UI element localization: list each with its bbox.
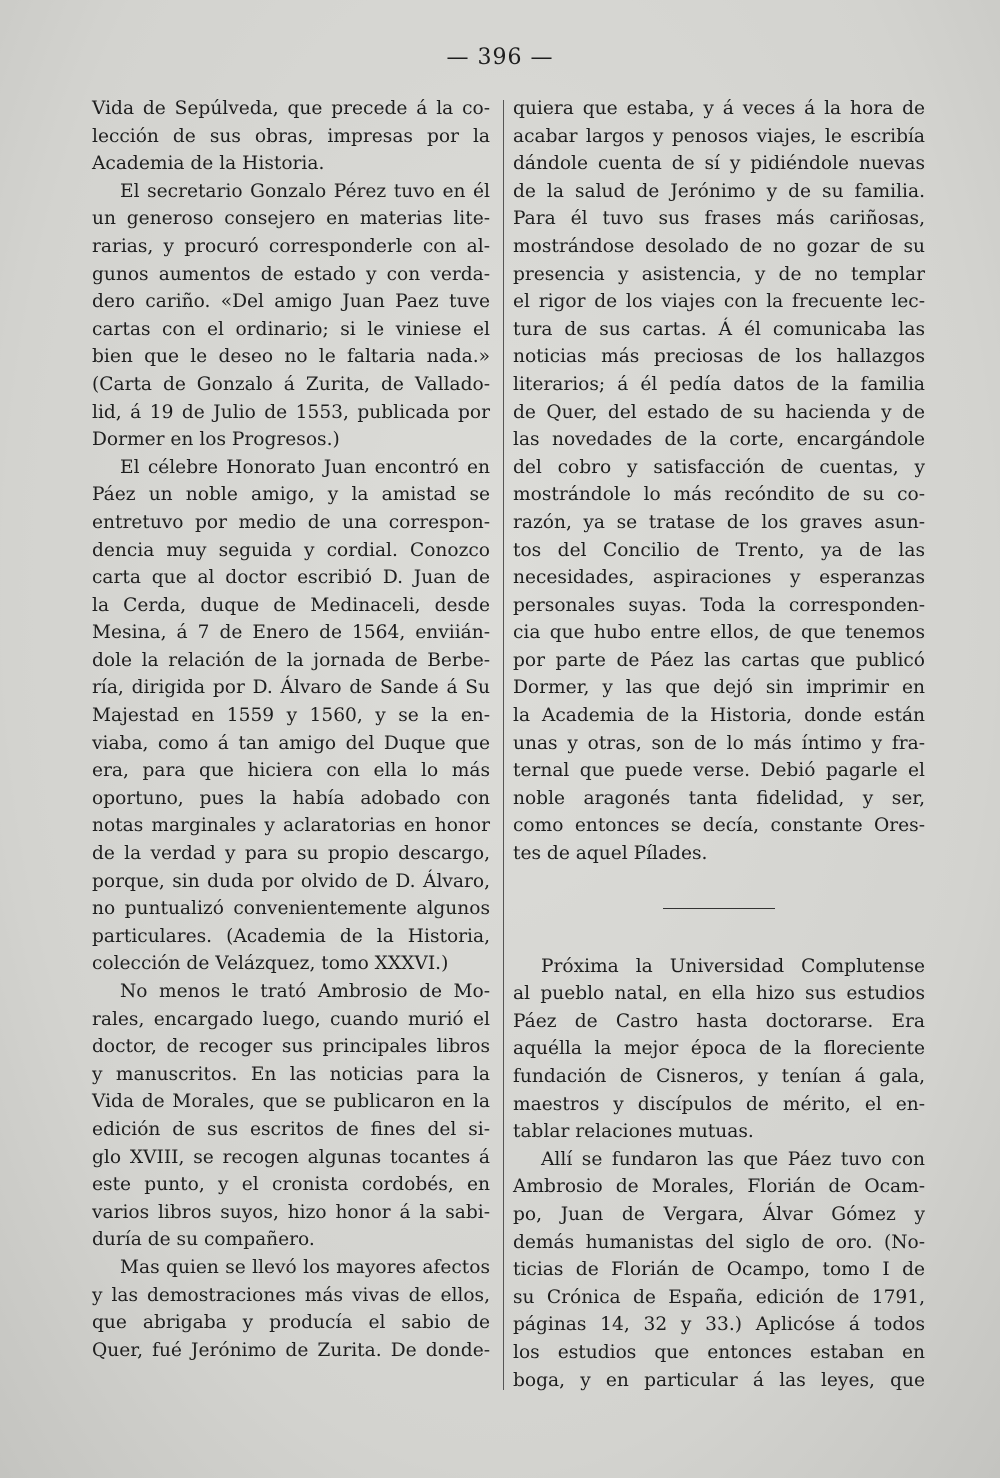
- text-line: Para él tuvo sus frases más cariñosas,: [513, 208, 925, 230]
- text-line: de la verdad y para su propio descargo,: [92, 843, 490, 865]
- text-line: mostrándole lo más recóndito de su co-: [513, 484, 925, 506]
- text-line: doctor, de recoger sus principales libros: [92, 1036, 490, 1058]
- text-line: Majestad en 1559 y 1560, y se la en-: [92, 705, 490, 727]
- column-divider: [503, 100, 504, 1390]
- text-line: dencia muy seguida y cordial. Conozco: [92, 539, 490, 561]
- text-line: del cobro y satisfacción de cuentas, y: [513, 456, 925, 478]
- text-line: boga, y en particular á las leyes, que: [513, 1369, 925, 1391]
- text-line: y manuscritos. En las noticias para la: [92, 1063, 490, 1085]
- text-line: tes de aquel Pílades.: [513, 843, 708, 865]
- text-line: era, para que hiciera con ella lo más: [92, 760, 490, 782]
- text-line: necesidades, aspiraciones y esperanzas: [513, 567, 925, 589]
- text-line: demás humanistas del siglo de oro. (No-: [513, 1231, 925, 1253]
- text-line: duría de su compañero.: [92, 1229, 315, 1251]
- text-line: razón, ya se tratase de los graves asun-: [513, 511, 925, 533]
- text-line: carta que al doctor escribió D. Juan de: [92, 567, 490, 589]
- text-line: de la salud de Jerónimo y de su familia.: [513, 180, 925, 202]
- text-line: viaba, como á tan amigo del Duque que: [92, 732, 490, 754]
- text-line: fundación de Cisneros, y tenían á gala,: [513, 1066, 925, 1087]
- text-line: de Quer, del estado de su hacienda y de: [513, 401, 925, 423]
- text-line: colección de Velázquez, tomo XXXVI.): [92, 953, 449, 975]
- text-line: oportuno, pues la había adobado con: [92, 787, 490, 809]
- text-line: ría, dirigida por D. Álvaro de Sande á Su: [92, 677, 490, 699]
- text-line: Academia de la Historia.: [92, 153, 325, 175]
- text-line: notas marginales y aclaratorias en honor: [92, 815, 490, 837]
- text-line: la Cerda, duque de Medinaceli, desde: [92, 594, 490, 616]
- text-line: tablar relaciones mutuas.: [513, 1121, 754, 1143]
- text-line: gunos aumentos de estado y con verda-: [92, 263, 490, 285]
- text-line: (Carta de Gonzalo á Zurita, de Vallado-: [92, 373, 490, 395]
- text-line: presencia y asistencia, y de no templar: [513, 263, 925, 285]
- text-line: los estudios que entonces estaban en: [513, 1341, 925, 1363]
- text-line: dándole cuenta de sí y pidiéndole nuevas: [513, 153, 925, 175]
- right-column-top-text: [513, 95, 925, 868]
- text-line: El secretario Gonzalo Pérez tuvo en él: [120, 180, 490, 202]
- text-line: quiera que estaba, y á veces á la hora de: [513, 98, 925, 119]
- text-line: no puntualizó convenientemente algunos: [92, 898, 490, 920]
- text-line: porque, sin duda por olvido de D. Álvaro,: [92, 870, 490, 892]
- text-line: El célebre Honorato Juan encontró en: [120, 456, 490, 478]
- text-line: noble aragonés tanta fidelidad, y ser,: [513, 787, 925, 809]
- text-line: cia que hubo entre ellos, de que tenemos: [513, 622, 925, 644]
- text-line: que abrigaba y producía el sabio de: [92, 1312, 490, 1334]
- text-line: por parte de Páez las cartas que publicó: [513, 649, 925, 671]
- text-line: rarias, y procuró corresponderle con al-: [92, 235, 490, 257]
- text-line: tos del Concilio de Trento, ya de las: [513, 539, 925, 561]
- text-line: páginas 14, 32 y 33.) Aplicóse á todos: [513, 1314, 925, 1336]
- text-line: maestros y discípulos de mérito, el en-: [513, 1093, 925, 1115]
- text-line: No menos le trató Ambrosio de Mo-: [120, 981, 490, 1002]
- text-line: Allí se fundaron las que Páez tuvo con: [541, 1148, 925, 1170]
- text-line: Ambrosio de Morales, Florián de Ocam-: [513, 1176, 925, 1198]
- text-line: este punto, y el cronista cordobés, en: [92, 1174, 490, 1196]
- text-line: particulares. (Academia de la Historia,: [92, 925, 490, 947]
- text-line: y las demostraciones más vivas de ellos,: [92, 1284, 490, 1306]
- text-line: como entonces se decía, constante Ores-: [513, 815, 925, 837]
- text-line: ternal que puede verse. Debió pagarle el: [513, 760, 925, 782]
- text-line: literarios; á él pedía datos de la familia: [513, 373, 925, 395]
- text-line: po, Juan de Vergara, Álvar Gómez y: [513, 1203, 925, 1225]
- text-line: Mesina, á 7 de Enero de 1564, enviián-: [92, 622, 490, 644]
- text-line: su Crónica de España, edición de 1791,: [513, 1286, 925, 1308]
- text-line: edición de sus escritos de fines del si-: [92, 1118, 490, 1140]
- text-line: mostrándose desolado de no gozar de su: [513, 235, 925, 257]
- right-column: [513, 95, 925, 1394]
- section-separator-rule: [663, 908, 775, 909]
- page-number: — 396 —: [446, 45, 554, 70]
- text-line: dole la relación de la jornada de Berbe-: [92, 649, 490, 671]
- left-column: [92, 95, 490, 1364]
- text-line: ticias de Florián de Ocampo, tomo I de: [513, 1259, 925, 1281]
- text-line: las novedades de la corte, encargándole: [513, 429, 925, 451]
- right-column-bottom-text: [513, 953, 925, 1395]
- text-line: noticias más preciosas de los hallazgos: [513, 346, 925, 368]
- text-line: Vida de Morales, que se publicaron en la: [92, 1091, 490, 1113]
- text-line: rales, encargado luego, cuando murió el: [92, 1008, 490, 1030]
- text-line: Páez de Castro hasta doctorarse. Era: [513, 1010, 925, 1032]
- text-line: dero cariño. «Del amigo Juan Paez tuve: [92, 291, 490, 313]
- text-line: varios libros suyos, hizo honor á la sabi-: [92, 1201, 490, 1223]
- text-line: al pueblo natal, en ella hizo sus estudios: [513, 983, 925, 1005]
- text-line: un generoso consejero en materias lite-: [92, 208, 490, 230]
- text-line: tura de sus cartas. Á él comunicaba las: [513, 318, 925, 340]
- text-line: la Academia de la Historia, donde están: [513, 705, 925, 727]
- text-line: el rigor de los viajes con la frecuente lec-: [513, 291, 925, 313]
- text-line: glo XVIII, se recogen algunas tocantes á: [92, 1146, 490, 1168]
- text-line: Dormer en los Progresos.): [92, 429, 340, 451]
- text-line: entretuvo por medio de una correspon-: [92, 511, 490, 533]
- text-line: lid, á 19 de Julio de 1553, publicada por: [92, 401, 490, 423]
- text-line: Vida de Sepúlveda, que precede á la co-: [92, 98, 490, 119]
- text-line: Páez un noble amigo, y la amistad se: [92, 484, 490, 506]
- text-line: personales suyas. Toda la corresponden-: [513, 594, 925, 616]
- text-line: Dormer, y las que dejó sin imprimir en: [513, 677, 925, 699]
- text-line: Próxima la Universidad Complutense: [541, 955, 925, 977]
- text-line: Mas quien se llevó los mayores afectos: [120, 1256, 490, 1278]
- text-line: bien que le deseo no le faltaria nada.»: [92, 346, 490, 368]
- text-line: aquélla la mejor época de la floreciente: [513, 1038, 925, 1060]
- text-line: unas y otras, son de lo más íntimo y fra-: [513, 732, 925, 754]
- text-line: acabar largos y penosos viajes, le escribía: [513, 125, 925, 147]
- text-line: lección de sus obras, impresas por la: [92, 125, 490, 147]
- text-line: cartas con el ordinario; si le viniese el: [92, 318, 490, 340]
- text-line: Quer, fué Jerónimo de Zurita. De donde-: [92, 1339, 490, 1361]
